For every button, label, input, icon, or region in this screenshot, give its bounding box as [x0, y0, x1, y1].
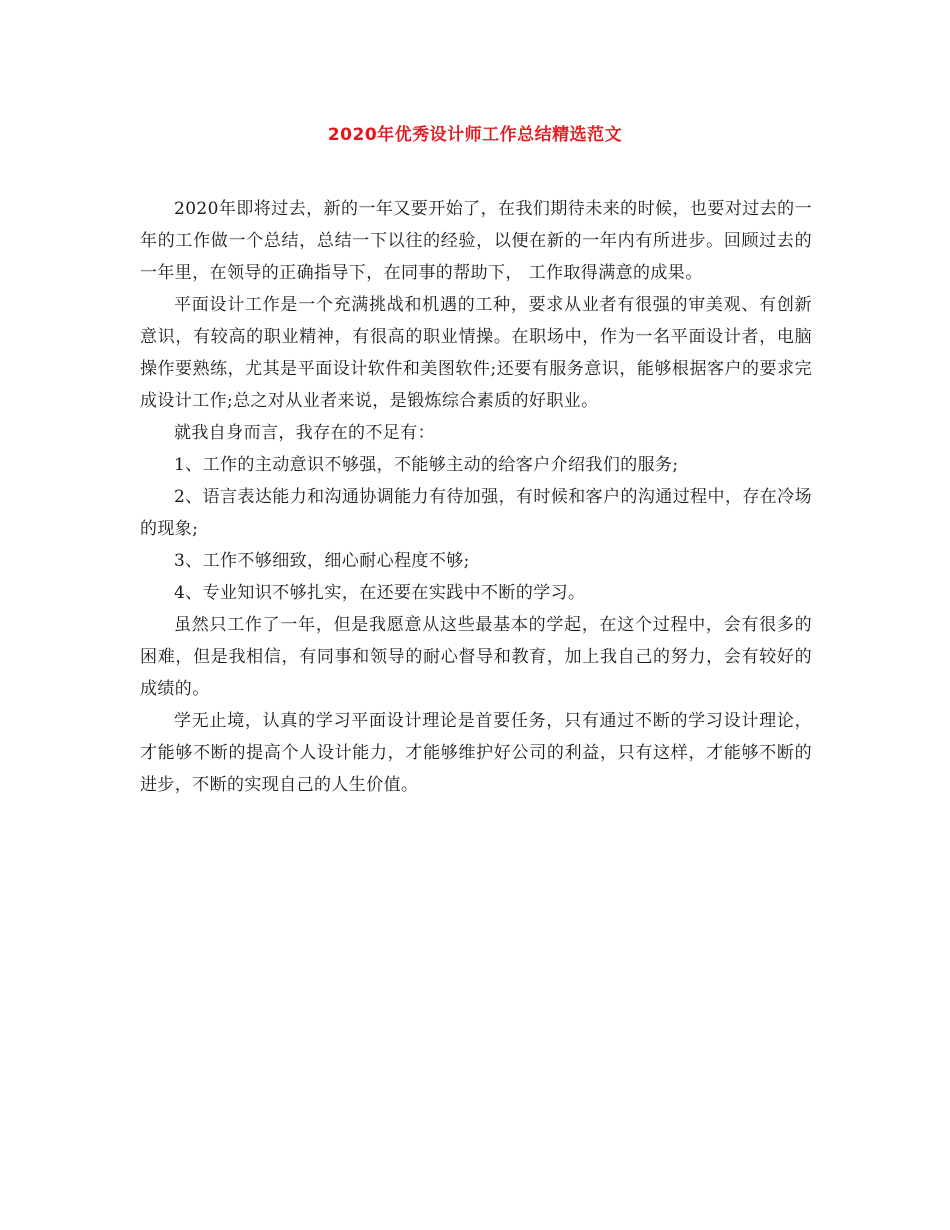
paragraph-intro: 2020年即将过去，新的一年又要开始了，在我们期待未来的时候，也要对过去的一年的工作做一个总结，总结一下以往的经验，以便在新的一年内有所进步。回顾过去的一年里，在领导的正确指导下，在同事的帮助下， 工作取得满意的成果。: [140, 199, 812, 283]
document-title: 2020年优秀设计师工作总结精选范文: [327, 125, 623, 145]
paragraph-job-description: 平面设计工作是一个充满挑战和机遇的工种，要求从业者有很强的审美观、有创新意识，有较高的职业精神，有很高的职业情操。在职场中，作为一名平面设计者，电脑操作要熟练，尤其是平面设计软件和美图软件;还要有服务意识，能够根据客户的要求完成设计工作;总之对从业者来说，是锻炼综合素质的好职业。: [140, 295, 812, 411]
list-item-shortcoming-3: 3、工作不够细致，细心耐心程度不够;: [174, 551, 470, 571]
document-body: [140, 193, 812, 801]
paragraph-conclusion: 学无止境，认真的学习平面设计理论是首要任务，只有通过不断的学习设计理论，才能够不断的提高个人设计能力，才能够维护好公司的利益，只有这样，才能够不断的进步，不断的实现自己的人生价值。: [140, 711, 812, 795]
list-item-shortcoming-1: 1、工作的主动意识不够强，不能够主动的给客户介绍我们的服务;: [174, 455, 679, 475]
list-item-shortcoming-2: 2、语言表达能力和沟通协调能力有待加强，有时候和客户的沟通过程中，存在冷场的现象;: [140, 487, 812, 539]
paragraph-shortcomings-intro: 就我自身而言，我存在的不足有：: [174, 423, 435, 443]
list-item-shortcoming-4: 4、专业知识不够扎实，在还要在实践中不断的学习。: [174, 583, 586, 603]
paragraph-commitment: 虽然只工作了一年，但是我愿意从这些最基本的学起，在这个过程中，会有很多的困难，但是我相信，有同事和领导的耐心督导和教育，加上我自己的努力，会有较好的成绩的。: [140, 615, 812, 699]
